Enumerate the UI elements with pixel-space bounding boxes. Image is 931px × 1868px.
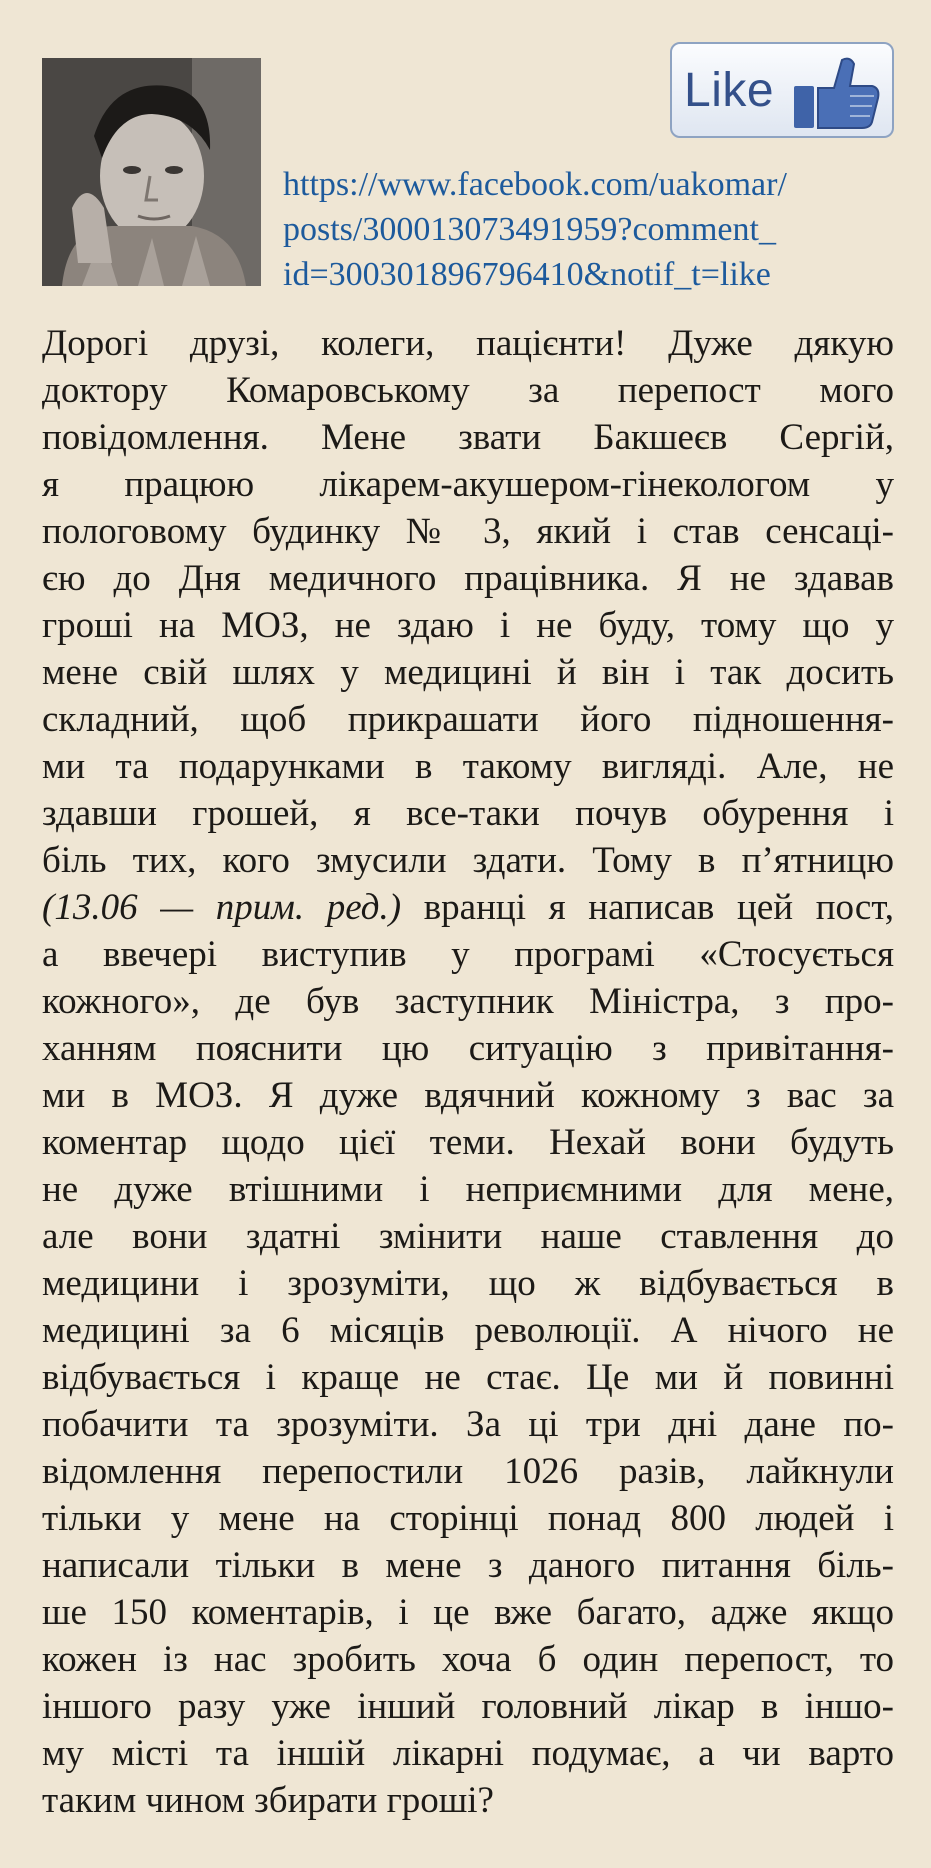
article-line: єю до Дня медичного працівника. Я не здавав bbox=[42, 558, 894, 599]
article-line: медицині за 6 місяців революції. А нічого не bbox=[42, 1310, 894, 1351]
article-line: але вони здатні змінити наше ставлення до bbox=[42, 1216, 894, 1257]
article-body bbox=[42, 320, 894, 1824]
like-button[interactable] bbox=[670, 42, 894, 138]
editor-note: (13.06 — прим. ред.) bbox=[42, 887, 402, 928]
article-line: кожен із нас зробить хоча б один перепост, то bbox=[42, 1639, 894, 1680]
link-line: https://www.facebook.com/uakomar/ bbox=[283, 166, 787, 203]
article-line: доктору Комаровському за перепост мого bbox=[42, 370, 894, 411]
article-line: написали тільки в мене з даного питання біль- bbox=[42, 1545, 894, 1586]
article-line: повідомлення. Мене звати Бакшеєв Сергій, bbox=[42, 417, 894, 458]
author-portrait-icon bbox=[42, 58, 261, 286]
article-line: побачити та зрозуміти. За ці три дні дане по- bbox=[42, 1404, 894, 1445]
article-line: медицини і зрозуміти, що ж відбувається в bbox=[42, 1263, 894, 1304]
article-line: му місті та іншій лікарні подумає, а чи варто bbox=[42, 1733, 894, 1774]
article-line: здавши грошей, я все-таки почув обурення і bbox=[42, 793, 894, 834]
article-line: ми в МОЗ. Я дуже вдячний кожному з вас за bbox=[42, 1075, 894, 1116]
article-line: ше 150 коментарів, і це вже багато, адже якщо bbox=[42, 1592, 894, 1633]
article-line: не дуже втішними і неприємними для мене, bbox=[42, 1169, 894, 1210]
article-line: а ввечері виступив у програмі «Стосується bbox=[42, 934, 894, 975]
thumbs-up-icon bbox=[792, 52, 880, 132]
article-line: пологовому будинку № 3, який і став сенсаці- bbox=[42, 511, 894, 552]
article-line: біль тих, кого змусили здати. Тому в п’ятницю bbox=[42, 840, 894, 881]
article-line-with-note bbox=[42, 884, 894, 931]
article-line: мене свій шлях у медицині й він і так досить bbox=[42, 652, 894, 693]
link-line: id=300301896796410&notif_t=like bbox=[283, 256, 771, 293]
article-line: відбувається і краще не стає. Це ми й повинні bbox=[42, 1357, 894, 1398]
article-line: гроші на МОЗ, не здаю і не буду, тому що у bbox=[42, 605, 894, 646]
article-line: ми та подарунками в такому вигляді. Але, не bbox=[42, 746, 894, 787]
article-line: іншого разу уже інший головний лікар в іншо- bbox=[42, 1686, 894, 1727]
article-line: таким чином збирати гроші? bbox=[42, 1780, 494, 1821]
link-line: posts/300013073491959?comment_ bbox=[283, 211, 776, 248]
like-button-label: Like bbox=[684, 63, 775, 117]
article-line: я працюю лікарем-акушером-гінекологом у bbox=[42, 464, 894, 505]
article-line: коментар щодо цієї теми. Нехай вони будуть bbox=[42, 1122, 894, 1163]
facebook-post-link[interactable] bbox=[283, 162, 903, 297]
article-line: Дорогі друзі, колеги, пацієнти! Дуже дякую bbox=[42, 323, 894, 364]
article-line-rest: вранці я написав цей пост, bbox=[401, 887, 894, 928]
author-photo bbox=[42, 58, 261, 286]
article-line: складний, щоб прикрашати його підношення- bbox=[42, 699, 894, 740]
article-line: ханням пояснити цю ситуацію з привітання- bbox=[42, 1028, 894, 1069]
article-line: відомлення перепостили 1026 разів, лайкнули bbox=[42, 1451, 894, 1492]
article-line: кожного», де був заступник Міністра, з про- bbox=[42, 981, 894, 1022]
article-line: тільки у мене на сторінці понад 800 людей і bbox=[42, 1498, 894, 1539]
